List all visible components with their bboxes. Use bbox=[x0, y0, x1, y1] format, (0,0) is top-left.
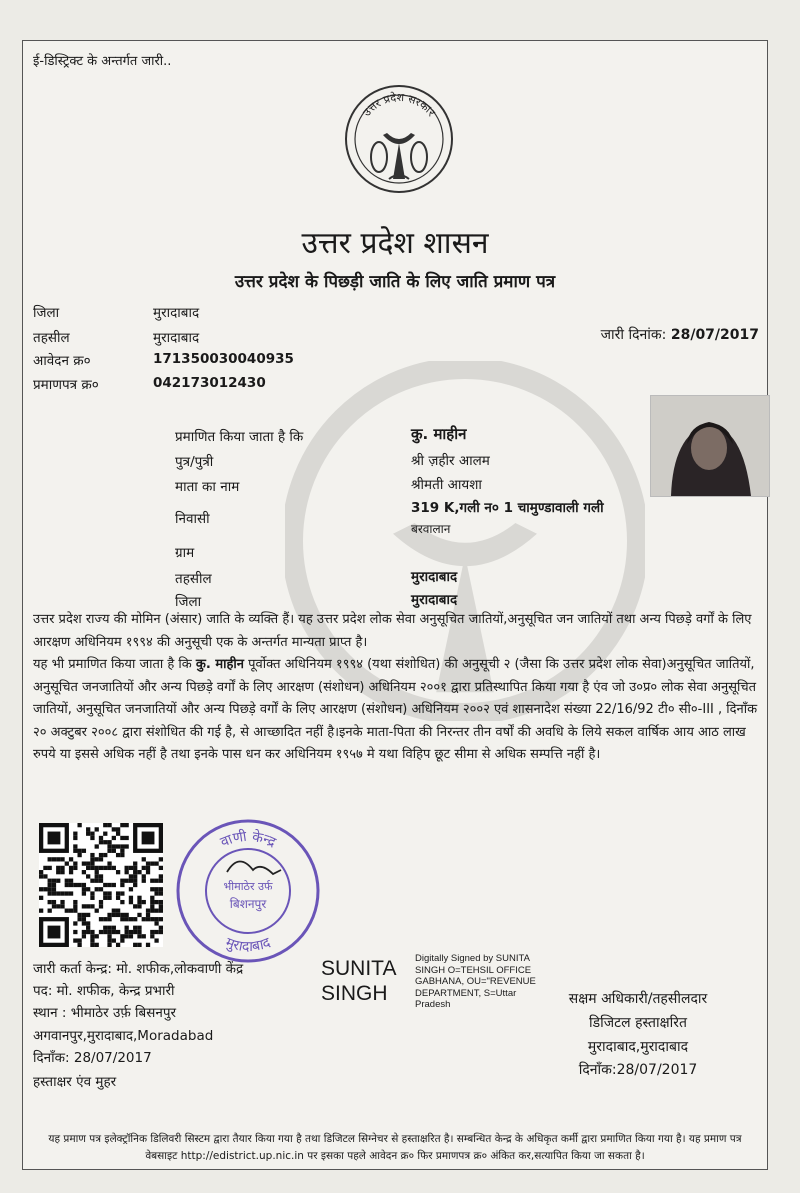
certificate-body bbox=[33, 609, 761, 767]
qr-code-icon bbox=[39, 823, 163, 947]
stamp-inner-line1: भीमाठेर उर्फ bbox=[223, 880, 273, 893]
mother-name: श्रीमती आयशा bbox=[411, 477, 482, 493]
person-district-label: जिला bbox=[175, 594, 202, 610]
top-note: ई-डिस्ट्रिक्ट के अन्तर्गत जारी.. bbox=[33, 54, 172, 69]
issue-date bbox=[601, 325, 759, 344]
stamp-bottom-text: मुरादाबाद bbox=[223, 934, 273, 956]
district-value: मुरादाबाद bbox=[153, 305, 200, 321]
person-tehsil-label: तहसील bbox=[175, 571, 212, 587]
certificate-title: उत्तर प्रदेश के पिछड़ी जाति के लिए जाति प्रमाण पत्र bbox=[234, 272, 556, 292]
authority-title: सक्षम अधिकारी/तहसीलदार bbox=[568, 991, 708, 1007]
resident-label: निवासी bbox=[175, 511, 210, 527]
address-line1: 319 K,गली न० 1 चामुण्डावाली गली bbox=[411, 500, 604, 516]
paragraph-income bbox=[33, 654, 761, 767]
para2-rest: पूर्वोक्त अधिनियम १९९४ (यथा संशोधित) की अनुसूची २ (जैसा कि उत्तर प्रदेश लोक सेवा)अनुसूचित जातियों, अनुसूचित जनजातियों और अन्य पिछड़े वर्गों के लिए आरक्षण (संशोधन) अधिनियम २००१ द्वारा प्रतिस्थापित किया गया है एंव जो उ०प्र० लोक सेवा अनुसूचित जातियों, अनुसूचित जनजातियों और अन्य पिछड़े वर्गों के लिए आरक्षण (संशोधन) अधिनियम २००२ एवं शासनादेश संख्या 22/16/92 टी० सी०-III , दिनाँक २० अक्टुबर २००८ द्वारा संशोधित की गई है, से आच्छादित नहीं है।इनके माता-पिता की निरन्तर तीन वर्षों की अवधि के लिये सकल वार्षिक आय आठ लाख रुपये या इससे अधिक नहीं है तथा इनके पास धन कर अधिनियम १९५७ मे यथा विहिप छूट सीमा से अधिक सम्पत्ति नहीं है। bbox=[33, 657, 758, 762]
applicant-name: कु. माहीन bbox=[411, 425, 467, 443]
certificate bbox=[22, 40, 768, 1170]
up-emblem-icon bbox=[343, 83, 455, 195]
certified-label: प्रमाणित किया जाता है कि bbox=[175, 429, 304, 445]
certificate-number-label: प्रमाणपत्र क्र० bbox=[33, 377, 99, 393]
footer-note: यह प्रमाण पत्र इलेक्ट्रॉनिक डिलिवरी सिस्टम द्वारा तैयार किया गया है तथा डिजिटल सिग्नेचर से हस्ताक्षरित है। सम्बन्धित केन्द्र के अधिकृत कर्मी द्वारा प्रमाणित किया गया है। यह प्रमाण पत्र वेबसाइट http://edistrict.up.nic.in पर इसका पहले आवेदन क्र० फिर प्रमाणपत्र क्र० अंकित कर,सत्यापित किया जा सकता है। bbox=[48, 1133, 742, 1162]
district-label: जिला bbox=[33, 305, 60, 321]
address-line2: बरवालान bbox=[411, 522, 451, 536]
stamp-top-text: वाणी केन्द्र bbox=[218, 828, 279, 851]
application-number: 171350030040935 bbox=[153, 351, 294, 367]
handwritten-signature-icon bbox=[227, 861, 281, 874]
issuer-sign-seal: हस्ताक्षर एंव मुहर bbox=[33, 1074, 117, 1090]
issuer-center: जारी कर्ता केन्द्र: मो. शफीक,लोकवाणी केंद्र bbox=[33, 961, 244, 977]
digital-signature-name bbox=[321, 956, 396, 1006]
mother-label: माता का नाम bbox=[175, 479, 240, 495]
application-label: आवेदन क्र० bbox=[33, 353, 91, 369]
issuer-date: दिनाँक: 28/07/2017 bbox=[33, 1050, 152, 1066]
stamp-inner-line2: बिशनपुर bbox=[229, 897, 267, 911]
authority-date: दिनाँक:28/07/2017 bbox=[578, 1062, 698, 1078]
paragraph-caste: उत्तर प्रदेश राज्य की मोमिन (अंसार) जाति के व्यक्ति हैं। यह उत्तर प्रदेश लोक सेवा अनुसूचित जातियों,अनुसूचित जन जातियों तथा अन्य पिछड़े वर्गों के लिए आरक्षण अधिनियम १९९४ की अनुसूची एक के अन्तर्गत मान्यता प्राप्त है। bbox=[33, 612, 752, 650]
tehsil-value: मुरादाबाद bbox=[153, 330, 200, 346]
father-name: श्री ज़हीर आलम bbox=[411, 453, 490, 469]
issuer-address: अगवानपुर,मुरादाबाद,Moradabad bbox=[33, 1028, 214, 1044]
signer-last-name: SINGH bbox=[321, 982, 388, 1005]
official-stamp bbox=[173, 816, 323, 966]
person-tehsil-value: मुरादाबाद bbox=[411, 569, 458, 585]
issue-date-label: जारी दिनांक: bbox=[600, 327, 667, 343]
authority-digital: डिजिटल हस्ताक्षरित bbox=[589, 1015, 687, 1031]
authority-location: मुरादाबाद,मुरादाबाद bbox=[587, 1039, 689, 1055]
digital-signature-meta: Digitally Signed by SUNITA SINGH O=TEHSIL OFFICE GABHANA, OU="REVENUE DEPARTMENT, S=Uttar Pradesh bbox=[415, 953, 536, 1010]
certificate-number: 042173012430 bbox=[153, 375, 266, 391]
relation-label: पुत्र/पुत्री bbox=[175, 454, 214, 470]
government-title: उत्तर प्रदेश शासन bbox=[301, 226, 489, 261]
issuer-position: पद: मो. शफीक, केन्द्र प्रभारी bbox=[33, 983, 175, 999]
svg-text:उत्तर प्रदेश सरकार: उत्तर प्रदेश सरकार bbox=[360, 90, 438, 119]
para2-prefix: यह भी प्रमाणित किया जाता है कि bbox=[33, 657, 196, 672]
para2-name: कु. माहीन bbox=[195, 657, 244, 672]
tehsil-label: तहसील bbox=[33, 330, 70, 346]
village-label: ग्राम bbox=[175, 545, 195, 561]
applicant-photo bbox=[650, 395, 770, 497]
issue-date-value: 28/07/2017 bbox=[670, 327, 759, 343]
person-district-value: मुरादाबाद bbox=[411, 592, 458, 608]
issuer-place: स्थान : भीमाठेर उर्फ़ बिसनपुर bbox=[33, 1005, 177, 1021]
signer-first-name: SUNITA bbox=[321, 957, 397, 980]
person-photo-icon bbox=[651, 396, 769, 496]
